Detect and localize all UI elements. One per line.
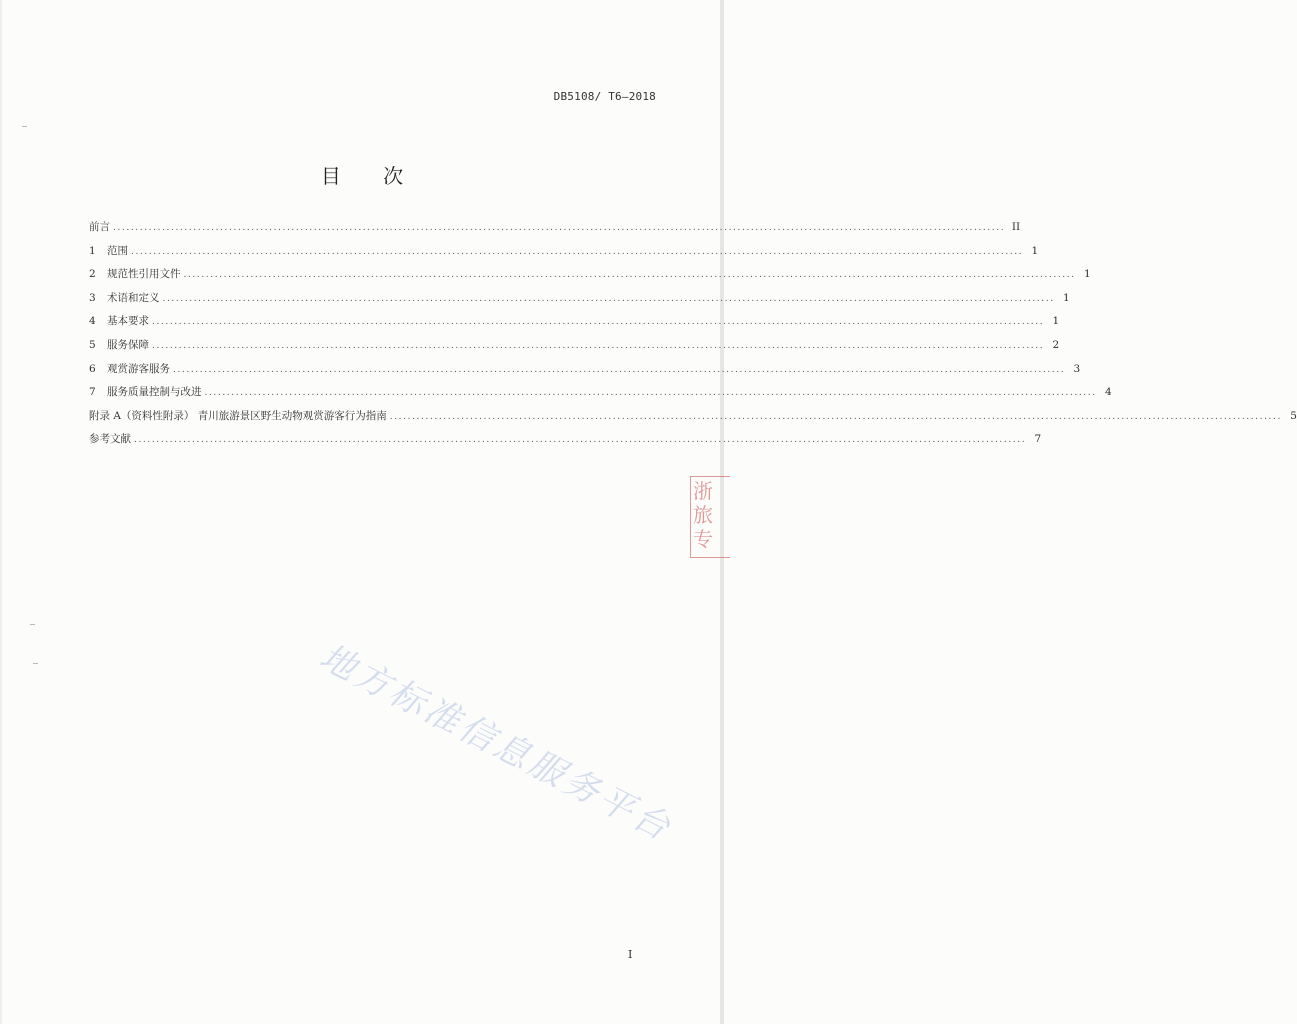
toc-entry-page: 7: [1034, 433, 1042, 446]
toc-leader-dots: ........................................................................................................................................................................................................: [389, 411, 1282, 422]
toc-leader-dots: ........................................................................................................................................................................................................: [173, 364, 1066, 375]
toc-entry-number: 6: [89, 362, 96, 375]
toc-entry-number: 2: [89, 268, 96, 281]
watermark-text: 地方标准信息服务平台: [313, 637, 679, 850]
toc-entry[interactable]: [89, 313, 1060, 337]
toc-entry[interactable]: [89, 384, 1112, 408]
toc-entry-label: 服务保障: [107, 338, 149, 351]
toc-entry-label: 前言: [89, 221, 110, 233]
toc-entry-label: 范围: [107, 244, 128, 257]
scan-speck: [30, 624, 35, 625]
toc-leader-dots: ........................................................................................................................................................................................................: [152, 317, 1045, 328]
stamp-character: 专: [693, 527, 713, 551]
scan-edge-left: [0, 0, 2, 1024]
toc-entry[interactable]: [89, 337, 1060, 361]
toc-entry-label: 附录 A（资料性附录） 青川旅游景区野生动物观赏游客行为指南: [89, 409, 387, 422]
scan-speck: [22, 126, 27, 127]
toc-entry-label: 基本要求: [107, 315, 149, 328]
stamp-character: 浙: [693, 479, 713, 503]
toc-leader-dots: ........................................................................................................................................................................................................: [113, 223, 1006, 233]
stamp-character: 旅: [693, 503, 713, 527]
toc-entry-page: 1: [1052, 315, 1060, 328]
toc-entry-page: 1: [1083, 268, 1091, 281]
toc-leader-dots: ........................................................................................................................................................................................................: [134, 435, 1027, 446]
toc-entry[interactable]: [89, 408, 1297, 432]
toc-entry-page: 3: [1073, 362, 1081, 375]
toc-entry-label: 服务质量控制与改进: [107, 386, 202, 399]
table-of-contents: [89, 219, 1297, 455]
toc-entry-label: 参考文献: [89, 433, 131, 446]
toc-entry-number: 3: [89, 291, 96, 304]
page-title: 目 次: [320, 164, 422, 188]
toc-leader-dots: ........................................................................................................................................................................................................: [204, 388, 1097, 399]
toc-entry[interactable]: [89, 431, 1042, 455]
toc-entry-number: 7: [89, 386, 96, 399]
toc-entry-page: II: [1011, 221, 1021, 233]
toc-entry-label: 规范性引用文件: [107, 268, 181, 281]
toc-entry[interactable]: [89, 219, 1021, 243]
toc-entry-page: 1: [1062, 291, 1070, 304]
document-code: DB5108/ T6—2018: [553, 90, 656, 103]
toc-entry-label: 术语和定义: [107, 291, 160, 304]
toc-entry-page: 2: [1052, 338, 1060, 351]
toc-leader-dots: ........................................................................................................................................................................................................: [131, 246, 1024, 257]
toc-entry[interactable]: [89, 243, 1039, 267]
toc-leader-dots: ........................................................................................................................................................................................................: [152, 340, 1045, 351]
toc-entry-label: 观赏游客服务: [107, 362, 170, 375]
red-seal-stamp: [690, 476, 730, 558]
toc-entry[interactable]: [89, 361, 1081, 385]
toc-entry-page: 1: [1031, 244, 1039, 257]
toc-entry-page: 5: [1290, 409, 1297, 422]
toc-leader-dots: ........................................................................................................................................................................................................: [183, 270, 1076, 281]
page-number: I: [628, 948, 633, 961]
toc-entry[interactable]: [89, 266, 1091, 290]
toc-entry-number: 5: [89, 338, 96, 351]
toc-entry[interactable]: [89, 290, 1070, 314]
scan-speck: [33, 663, 38, 664]
toc-entry-number: 1: [89, 244, 96, 257]
toc-entry-page: 4: [1104, 386, 1112, 399]
toc-leader-dots: ........................................................................................................................................................................................................: [162, 293, 1055, 304]
toc-entry-number: 4: [89, 315, 96, 328]
